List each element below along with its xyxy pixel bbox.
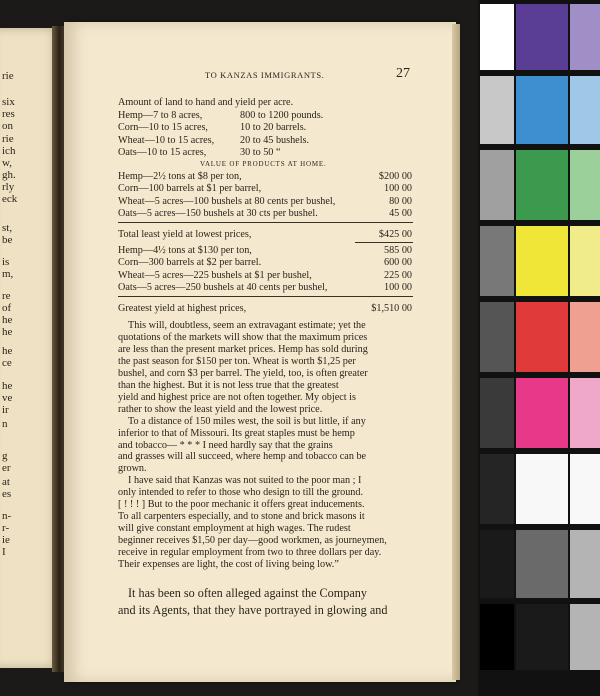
body-line: yield and highest price are not often together. My object is — [118, 391, 356, 403]
color-swatch — [570, 302, 600, 372]
left-page-fragment: at — [2, 476, 10, 488]
body-line: and grasses will all succeed, where hemp and tobacco can be — [118, 451, 367, 463]
left-page-fragment: ve — [2, 392, 13, 404]
left-page-fragment: g — [2, 450, 8, 462]
least-value: $200 00 — [378, 171, 412, 182]
left-page-fragment: w, — [2, 157, 12, 169]
least-total-value: $425 00 — [378, 229, 412, 240]
left-page-fragment: res — [2, 108, 15, 120]
body-line: [ ! ! ! ] But to the poor mechanic it offers great inducements. — [118, 499, 365, 511]
least-item: Corn—100 barrels at $1 per barrel, — [118, 183, 262, 195]
page-number: 27 — [396, 66, 410, 81]
body-line: quotations of the markets will show that the maximum prices — [118, 331, 368, 343]
section-title: VALUE OF PRODUCTS AT HOME. — [200, 160, 327, 168]
left-page-fragment: rie — [2, 133, 14, 145]
intro-line: Amount of land to hand and yield per acre. — [118, 97, 294, 108]
closing-line: and its Agents, that they have portrayed in glowing and — [118, 602, 388, 617]
color-swatch — [516, 4, 568, 70]
greatest-value: 100 00 — [383, 282, 412, 294]
body-line: I have said that Kanzas was not suited to the poor man ; I — [128, 475, 362, 487]
left-page-fragment: on — [2, 120, 13, 132]
left-page-fragment: er — [2, 462, 11, 474]
greatest-total-value: $1,510 00 — [371, 303, 412, 314]
left-page-fragment: rie — [2, 70, 14, 82]
left-page-fragment: ie — [2, 534, 10, 546]
left-page-fragment: is — [2, 256, 10, 268]
least-item: Wheat—5 acres—100 bushels at 80 cents per bushel, — [118, 195, 336, 207]
left-page-fragment: he — [2, 326, 13, 338]
color-swatch — [516, 226, 568, 296]
left-page-fragment: of — [2, 302, 12, 314]
left-page-fragment: st, — [2, 222, 13, 234]
color-swatch — [516, 76, 568, 144]
color-swatch — [480, 76, 514, 144]
yield-amount: 30 to 50 “ — [240, 147, 281, 159]
least-value: 80 00 — [389, 195, 412, 207]
yield-crop: Wheat—10 to 15 acres, — [118, 134, 215, 146]
color-swatch — [480, 604, 514, 670]
least-total-label: Total least yield at lowest prices, — [118, 229, 252, 240]
color-swatch — [480, 378, 514, 448]
left-page-fragment: eck — [2, 193, 18, 205]
color-swatch — [570, 150, 600, 220]
left-page-fragment: six — [2, 96, 15, 108]
least-item: Oats—5 acres—150 bushels at 30 cts per bushel. — [118, 208, 318, 220]
color-swatch — [570, 604, 600, 670]
greatest-item: Corn—300 barrels at $2 per barrel. — [118, 257, 262, 269]
body-line: and tobacco— * * * I need hardly say that the grains — [118, 439, 333, 451]
least-value: 45 00 — [389, 208, 412, 220]
left-page-fragment: I — [2, 546, 6, 558]
yield-crop: Corn—10 to 15 acres, — [118, 122, 208, 134]
color-swatch — [516, 150, 568, 220]
body-line: than the highest. But it is not less true that the greatest — [118, 379, 339, 391]
body-line: will give constant employment at high wages. The rudest — [118, 523, 351, 535]
color-swatch — [570, 378, 600, 448]
left-page-fragment: es — [2, 488, 12, 500]
greatest-total-label: Greatest yield at highest prices, — [118, 303, 247, 314]
color-swatch — [480, 302, 514, 372]
left-page-fragment: he — [2, 345, 13, 357]
color-swatch — [570, 76, 600, 144]
rule-3 — [118, 296, 413, 297]
body-line: inferior to that of Missouri. Its great staples must be hemp — [118, 427, 355, 439]
greatest-value: 225 00 — [383, 269, 412, 281]
least-item: Hemp—2½ tons at $8 per ton, — [118, 171, 242, 182]
yield-amount: 10 to 20 barrels. — [240, 122, 307, 134]
greatest-value: 600 00 — [383, 257, 412, 269]
left-page-fragment: ich — [2, 145, 16, 157]
color-swatch — [480, 454, 514, 524]
left-page-fragment: ir — [2, 404, 9, 416]
body-line: receive in regular employment from two to three dollars per day. — [118, 547, 382, 559]
body-line: beginner receives $1,50 per day—good workmen, as journeymen, — [118, 535, 387, 547]
color-swatch — [480, 4, 514, 70]
body-line: are less than the present market prices. Hemp has sold during — [118, 343, 368, 355]
left-page-fragment: m, — [2, 268, 14, 280]
left-page-fragment: ce — [2, 357, 12, 369]
body-line: rather to show the least yield and the lowest price. — [118, 403, 323, 415]
color-swatch — [570, 530, 600, 598]
body-line: To all carpenters especially, and to stone and brick masons it — [118, 511, 365, 523]
greatest-value: 585 00 — [383, 245, 412, 256]
greatest-item: Wheat—5 acres—225 bushels at $1 per bushel, — [118, 269, 312, 281]
color-swatch — [570, 454, 600, 524]
color-swatch — [516, 454, 568, 524]
color-swatch — [516, 378, 568, 448]
yield-amount: 20 to 45 bushels. — [240, 134, 310, 146]
yield-crop: Oats—10 to 15 acres, — [118, 147, 207, 159]
body-line: bushel, and corn $3 per barrel. The yield, too, is often greater — [118, 367, 368, 379]
left-page-fragment: be — [2, 234, 13, 246]
color-swatch — [570, 226, 600, 296]
yield-amount: 800 to 1200 pounds. — [240, 110, 324, 121]
color-swatch — [516, 604, 568, 670]
body-line: grown. — [118, 463, 147, 475]
color-swatch — [480, 530, 514, 598]
body-line: the past season for $150 per ton. Wheat is worth $1,25 per — [118, 355, 356, 367]
rule-2 — [355, 242, 413, 243]
left-page-fragment: rly — [2, 181, 15, 193]
running-header: TO KANZAS IMMIGRANTS. — [205, 70, 325, 80]
body-line: Their expenses are light, the cost of living being low.” — [118, 559, 339, 570]
rule-1 — [118, 222, 413, 223]
color-checker-card — [478, 0, 600, 696]
left-page-fragment: r- — [2, 522, 10, 534]
color-swatch — [480, 150, 514, 220]
yield-crop: Hemp—7 to 8 acres, — [118, 110, 203, 121]
body-line: only intended to refer to those who design to till the ground. — [118, 487, 364, 499]
color-swatch — [516, 302, 568, 372]
left-page-fragment: n — [2, 418, 8, 430]
page-edge — [452, 24, 460, 680]
left-page-fragment: he — [2, 314, 13, 326]
greatest-item: Oats—5 acres—250 bushels at 40 cents per bushel, — [118, 282, 328, 294]
least-value: 100 00 — [383, 183, 412, 195]
body-line: To a distance of 150 miles west, the soil is but little, if any — [128, 415, 366, 427]
body-line: This will, doubtless, seem an extravagant estimate; yet the — [128, 320, 366, 331]
closing-line: It has been so often alleged against the Company — [128, 586, 367, 600]
color-swatch — [516, 530, 568, 598]
left-page-fragment: gh. — [2, 169, 16, 181]
left-page-fragment: he — [2, 380, 13, 392]
color-swatch — [570, 4, 600, 70]
color-swatch — [480, 226, 514, 296]
left-page-fragment: n- — [2, 510, 12, 522]
greatest-item: Hemp—4½ tons at $130 per ton, — [118, 245, 252, 256]
left-page-fragment: re — [2, 290, 11, 302]
